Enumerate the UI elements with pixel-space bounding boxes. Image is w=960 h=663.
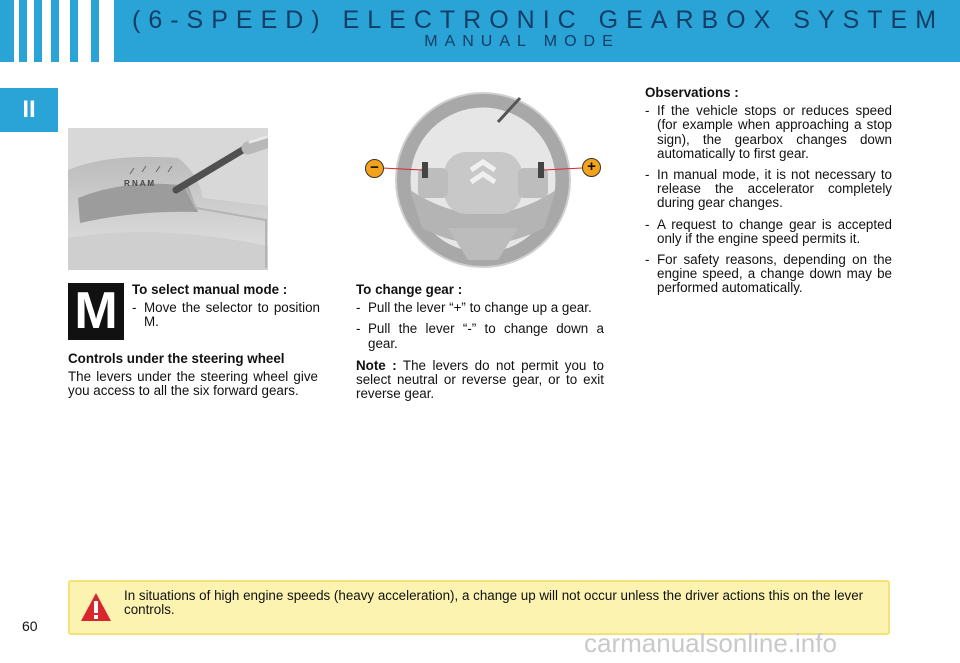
controls-heading: Controls under the steering wheel (68, 351, 285, 366)
observations-section (645, 86, 892, 303)
warning-box (68, 580, 890, 635)
change-gear-heading: To change gear : (356, 282, 463, 297)
observation-1: If the vehicle stops or reduces speed (for example when approaching a stop sign), the gearbox changes down automatically to first gear. (657, 103, 892, 161)
plus-lever-icon (582, 158, 601, 177)
steering-wheel-illustration (358, 88, 610, 272)
note-text: The levers do not permit you to select neutral or reverse gear, or to exit reverse gear. (356, 357, 604, 402)
controls-paragraph: The levers under the steering wheel give you access to all the six forward gears. (68, 369, 318, 399)
list-item: - Pull the lever “-” to change down a gear. (356, 321, 604, 351)
gear-selector-illustration (68, 128, 268, 270)
header-stripe (99, 0, 114, 62)
list-item: - If the vehicle stops or reduces speed (for example when approaching a stop sign), the gearbox changes down automatically to first gear. (645, 103, 892, 161)
controls-section (68, 352, 318, 406)
header-stripe (59, 0, 70, 62)
page-header (0, 0, 960, 62)
note-paragraph (356, 359, 604, 402)
watermark: carmanualsonline.info (584, 628, 837, 658)
change-up-instruction: Pull the lever “+” to change up a gear. (368, 300, 592, 316)
header-stripe (27, 0, 34, 62)
page-subtitle: MANUAL MODE (424, 33, 620, 50)
plus-label: + (587, 158, 596, 175)
minus-lever-icon (365, 159, 384, 178)
note-label: Note : (356, 357, 397, 373)
observations-heading: Observations : (645, 85, 739, 100)
observation-2: In manual mode, it is not necessary to release the accelerator completely during gear changes. (657, 167, 892, 211)
observation-4: For safety reasons, depending on the engine speed, a change down may be performed automatically. (657, 252, 892, 296)
warning-triangle-icon (80, 592, 112, 622)
header-stripe (42, 0, 51, 62)
svg-text:R N A M: R N A M (124, 179, 155, 188)
change-down-instruction: Pull the lever “-” to change down a gear. (368, 321, 604, 351)
select-manual-instruction: Move the selector to position M. (144, 300, 320, 330)
list-item: - A request to change gear is accepted only if the engine speed permits it. (645, 216, 892, 246)
manual-mode-m-icon: M (68, 283, 124, 340)
header-stripe (14, 0, 19, 62)
minus-label: − (370, 159, 379, 176)
list-item: - For safety reasons, depending on the engine speed, a change down may be performed automatically. (645, 252, 892, 296)
list-item: - Move the selector to position M. (132, 300, 320, 330)
chapter-tab[interactable]: II (0, 88, 58, 132)
change-gear-section (356, 283, 604, 408)
page-number: 60 (22, 618, 38, 634)
warning-text: In situations of high engine speeds (heavy acceleration), a change up will not occur unless the driver actions this on the lever controls. (124, 588, 864, 618)
select-manual-heading: To select manual mode : (132, 282, 288, 297)
list-item: - Pull the lever “+” to change up a gear. (356, 301, 604, 315)
select-manual-section (132, 283, 320, 337)
page-title: (6-SPEED) ELECTRONIC GEARBOX SYSTEM (132, 6, 945, 34)
list-item: - In manual mode, it is not necessary to release the accelerator completely during gear changes. (645, 167, 892, 211)
observation-3: A request to change gear is accepted only if the engine speed permits it. (657, 216, 892, 246)
header-stripe (78, 0, 91, 62)
